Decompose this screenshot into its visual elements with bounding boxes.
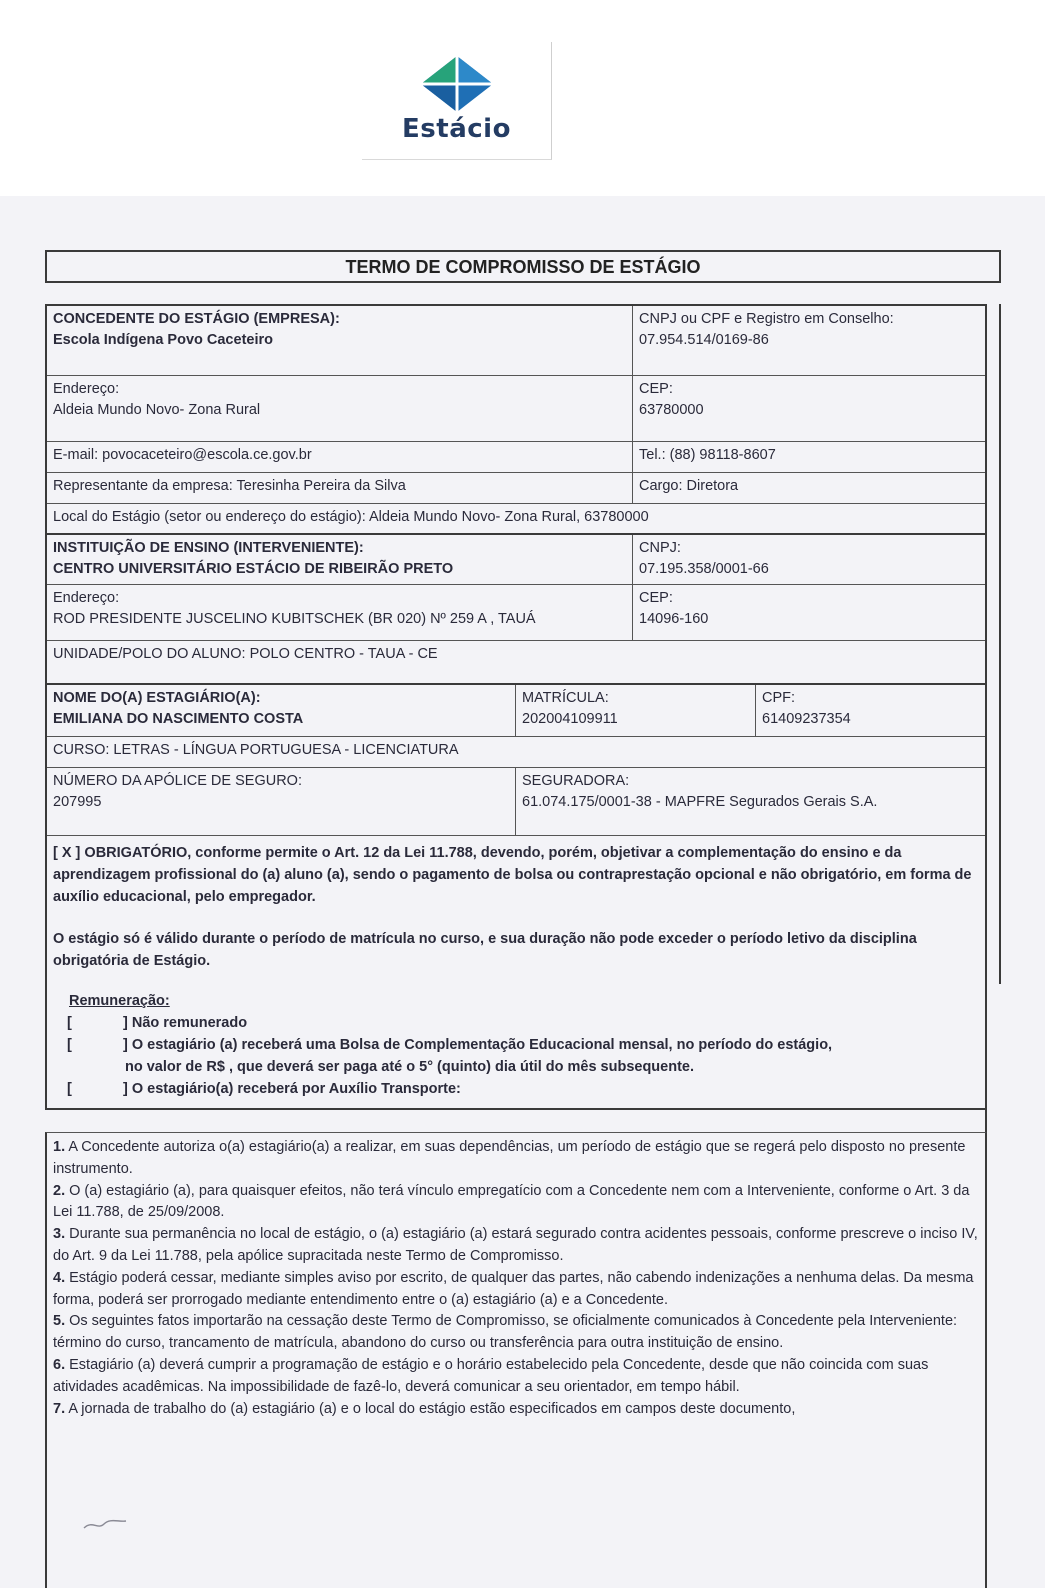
scanned-document <box>0 196 1045 1588</box>
instituicao-endereco-cell <box>47 585 632 640</box>
obrigatorio-text: [ X ] OBRIGATÓRIO, conforme permite o Art. 12 da Lei 11.788, devendo, porém, objetivar a complementação do ensino e da aprendizagem profissional do (a) aluno (a), sendo o pagamento de bolsa ou contraprestação opcional e não obrigatório, em forma de auxílio educacional, pelo empregador. <box>53 845 972 905</box>
concedente-cnpj-value: 07.954.514/0169-86 <box>639 332 769 348</box>
clause-3: 3. Durante sua permanência no local de estágio, o (a) estagiário (a) estará segurado contra acidentes pessoais, conforme prescreve o inciso IV, do Art. 9 da Lei 11.788, pela apólice supracitada neste Termo de Compromisso. <box>53 1226 978 1264</box>
clause-7: 7. A jornada de trabalho do (a) estagiário (a) e o local do estágio estão especificados em campos deste documento, <box>53 1400 796 1417</box>
form-table <box>45 304 987 1110</box>
checkbox-bracket[interactable]: [ <box>67 1081 72 1097</box>
concedente-cnpj-label: CNPJ ou CPF e Registro em Conselho: <box>639 311 894 327</box>
instituicao-cep-value: 14096-160 <box>639 611 709 627</box>
concedente-cnpj-cell <box>632 306 985 375</box>
matricula-cell <box>515 685 755 736</box>
curso-text: CURSO: LETRAS - LÍNGUA PORTUGUESA - LICENCIATURA <box>53 742 459 758</box>
concedente-cell <box>47 306 632 375</box>
seguradora-cell <box>515 768 985 835</box>
option-2-continuation: no valor de R$ , que deverá ser paga até o 5° (quinto) dia útil do mês subsequente. <box>125 1059 695 1075</box>
unidade-row <box>47 641 985 685</box>
instituicao-cnpj-cell <box>632 535 985 584</box>
matricula-label: MATRÍCULA: <box>522 690 609 706</box>
clause-1: 1. A Concedente autoriza o(a) estagiário(a) a realizar, em suas dependências, um período de estágio que se regerá pelo disposto no presente instrumento. <box>53 1139 966 1177</box>
validade-text: O estágio só é válido durante o período de matrícula no curso, e sua duração não pode exceder o período letivo da disciplina obrigatória de Estágio. <box>53 931 917 969</box>
cpf-cell <box>755 685 985 736</box>
apolice-cell <box>47 768 515 835</box>
estagiario-nome-cell <box>47 685 515 736</box>
instituicao-cnpj-value: 07.195.358/0001-66 <box>639 561 769 577</box>
instituicao-value: CENTRO UNIVERSITÁRIO ESTÁCIO DE RIBEIRÃO PRETO <box>53 561 454 577</box>
clauses-section <box>45 1132 987 1588</box>
estacio-diamond-icon <box>419 54 495 114</box>
seguro-row <box>47 768 985 836</box>
seguradora-value: 61.074.175/0001-38 - MAPFRE Segurados Gerais S.A. <box>522 794 878 810</box>
instituicao-endereco-value: ROD PRESIDENTE JUSCELINO KUBITSCHEK (BR 020) Nº 259 A , TAUÁ <box>53 611 536 627</box>
concedente-label: CONCEDENTE DO ESTÁGIO (EMPRESA): <box>53 311 340 327</box>
cargo-text: Cargo: Diretora <box>632 473 985 503</box>
concedente-value: Escola Indígena Povo Caceteiro <box>53 332 273 348</box>
instituicao-endereco-label: Endereço: <box>53 590 120 606</box>
option-3-text: ] O estagiário(a) receberá por Auxílio Transporte: <box>123 1081 461 1097</box>
document-title: TERMO DE COMPROMISSO DE ESTÁGIO <box>45 250 1001 283</box>
email-text: E-mail: povocaceteiro@escola.ce.gov.br <box>53 447 312 463</box>
contato-row <box>47 442 985 473</box>
brand-name: Estácio <box>402 114 511 144</box>
representante-text: Representante da empresa: Teresinha Pereira da Silva <box>53 478 406 494</box>
estagiario-row <box>47 685 985 737</box>
instituicao-cnpj-label: CNPJ: <box>639 540 681 556</box>
concedente-cep-label: CEP: <box>639 381 673 397</box>
instituicao-cep-label: CEP: <box>639 590 673 606</box>
instituicao-cell <box>47 535 632 584</box>
concedente-endereco-cell <box>47 376 632 441</box>
curso-row <box>47 737 985 768</box>
clause-6: 6. Estagiário (a) deverá cumprir a programação de estágio e o horário estabelecido pela Concedente, desde que não coincida com suas atividades acadêmicas. Na impossibilidade de fazê-lo, deverá comunicar a seu orientador, em tempo hábil. <box>53 1356 929 1395</box>
instituicao-endereco-row <box>47 585 985 641</box>
option-1-text: ] Não remunerado <box>123 1015 248 1031</box>
remuneracao-option-3 <box>67 1078 979 1100</box>
cpf-value: 61409237354 <box>762 711 851 727</box>
seguradora-label: SEGURADORA: <box>522 773 630 789</box>
cpf-label: CPF: <box>762 690 796 706</box>
concedente-endereco-row <box>47 376 985 442</box>
clause-2: 2. O (a) estagiário (a), para quaisquer efeitos, não terá vínculo empregatício com a Concedente nem com a Interveniente, conforme o Art. 3 da Lei 11.788, de 25/09/2008. <box>53 1182 970 1221</box>
outer-border-line <box>999 304 1001 984</box>
remuneracao-option-2 <box>67 1034 979 1056</box>
representante-row <box>47 473 985 504</box>
estacio-logo <box>362 42 552 160</box>
concedente-row <box>47 306 985 376</box>
concedente-cep-value: 63780000 <box>639 402 704 418</box>
unidade-polo-text: UNIDADE/POLO DO ALUNO: POLO CENTRO - TAUA - CE <box>53 646 438 662</box>
estagiario-nome-value: EMILIANA DO NASCIMENTO COSTA <box>53 711 304 727</box>
estagiario-nome-label: NOME DO(A) ESTAGIÁRIO(A): <box>53 690 261 706</box>
telefone-text: Tel.: (88) 98118-8607 <box>632 442 985 472</box>
local-estagio-text: Local do Estágio (setor ou endereço do estágio): Aldeia Mundo Novo- Zona Rural, 63780000 <box>53 509 649 525</box>
clause-4: 4. Estágio poderá cessar, mediante simples aviso por escrito, de qualquer das partes, não cabendo indenizações a nenhuma delas. Da mesma forma, poderá ser prorrogado mediante entendimento entre o (a) estagiário (a) e a Concedente. <box>53 1269 974 1308</box>
local-row <box>47 504 985 535</box>
instituicao-cep-cell <box>632 585 985 640</box>
instituicao-label: INSTITUIÇÃO DE ENSINO (INTERVENIENTE): <box>53 540 364 556</box>
checkbox-bracket[interactable]: [ <box>67 1037 72 1053</box>
concedente-endereco-value: Aldeia Mundo Novo- Zona Rural <box>53 402 261 418</box>
checkbox-bracket[interactable]: [ <box>67 1015 72 1031</box>
concedente-cep-cell <box>632 376 985 441</box>
remuneracao-option-1 <box>67 1012 979 1034</box>
remuneracao-title: Remuneração: <box>69 993 170 1009</box>
legal-section <box>47 836 985 1108</box>
option-2-text: ] O estagiário (a) receberá uma Bolsa de Complementação Educacional mensal, no período do estágio, <box>123 1037 833 1053</box>
apolice-value: 207995 <box>53 794 102 810</box>
instituicao-row <box>47 535 985 585</box>
apolice-label: NÚMERO DA APÓLICE DE SEGURO: <box>53 773 302 789</box>
matricula-value: 202004109911 <box>522 711 618 727</box>
concedente-endereco-label: Endereço: <box>53 381 120 397</box>
clause-5: 5. Os seguintes fatos importarão na cessação deste Termo de Compromisso, se oficialmente comunicados à Concedente pela Interveniente: término do curso, trancamento de matrícula, abandono do curso ou transferência para outra instituição de ensino. <box>53 1313 958 1352</box>
pen-mark <box>82 1518 128 1532</box>
